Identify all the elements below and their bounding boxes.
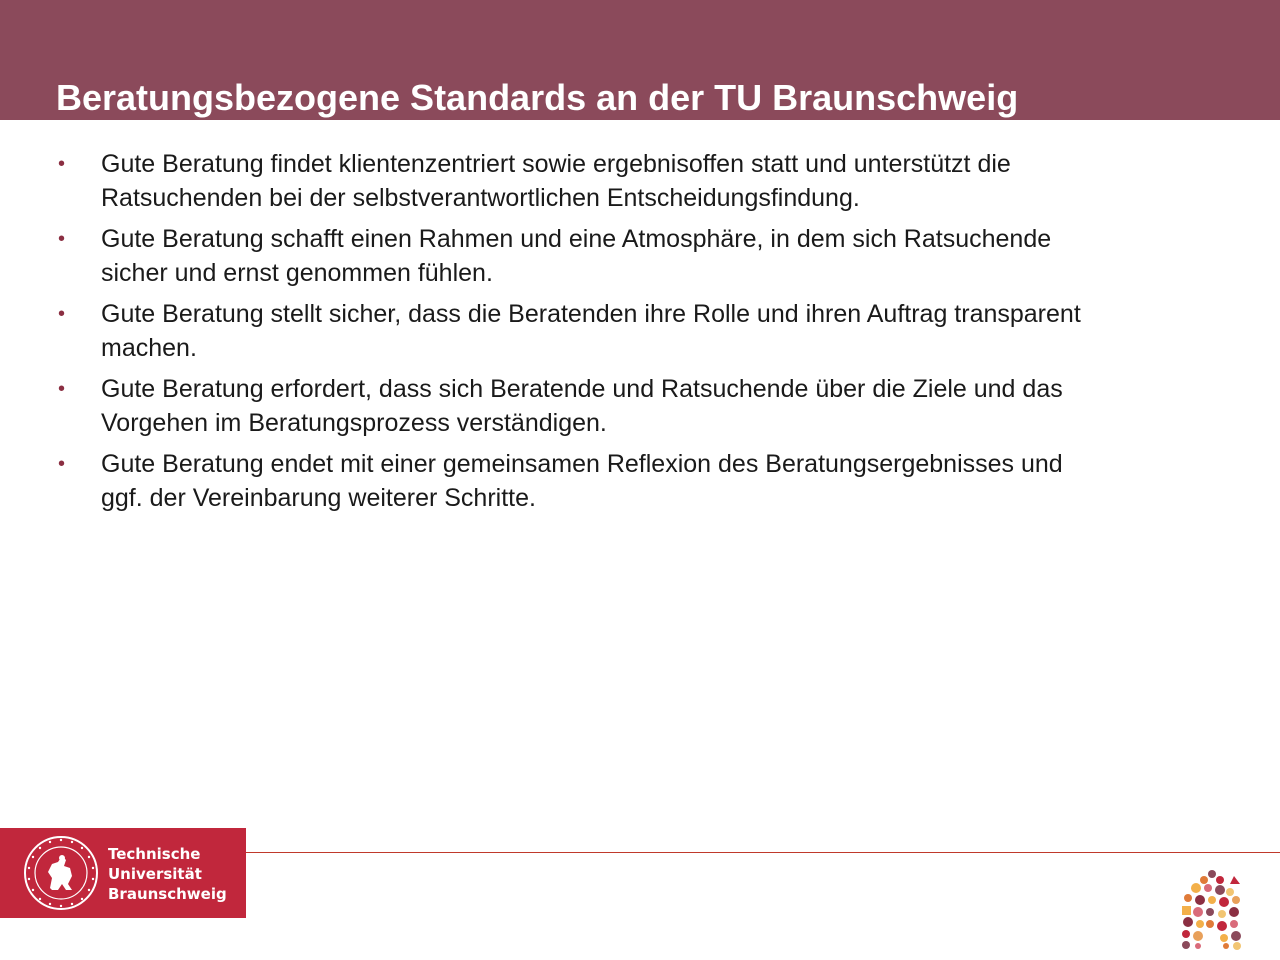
- bullet-text-line: Gute Beratung schafft einen Rahmen und eine Atmosphäre, in dem sich Ratsuchende: [101, 225, 1052, 253]
- logo-line: Technische: [108, 845, 201, 863]
- lion-seal-icon: [22, 834, 100, 912]
- bullet-icon: •: [58, 153, 66, 175]
- bullet-item: [58, 147, 1238, 215]
- bullet-item: [58, 222, 1238, 290]
- bullet-item: [58, 447, 1238, 515]
- bullet-text-line: sicher und ernst genommen fühlen.: [101, 259, 493, 287]
- bullet-icon: •: [58, 303, 66, 325]
- bullet-icon: •: [58, 453, 66, 475]
- university-logo: [0, 828, 246, 918]
- bullet-item: [58, 372, 1238, 440]
- bullet-text-line: Ratsuchenden bei der selbstverantwortlichen Entscheidungsfindung.: [101, 184, 860, 212]
- bullet-list: [58, 147, 1238, 515]
- bullet-icon: •: [58, 228, 66, 250]
- bullet-text-line: machen.: [101, 334, 197, 362]
- bullet-text-line: Gute Beratung stellt sicher, dass die Beratenden ihre Rolle und ihren Auftrag transparent: [101, 300, 1081, 328]
- bullet-item: [58, 297, 1238, 365]
- logo-wordmark: [108, 844, 227, 904]
- bullet-text-line: Gute Beratung findet klientenzentriert sowie ergebnisoffen statt und unterstützt die: [101, 150, 1011, 178]
- slide-content: [58, 147, 1238, 522]
- house-mosaic-icon: [1174, 866, 1250, 950]
- bullet-text-line: Vorgehen im Beratungsprozess verständigen.: [101, 409, 607, 437]
- title-bar: [0, 0, 1280, 120]
- logo-line: Universität: [108, 865, 202, 883]
- bullet-text-line: Gute Beratung endet mit einer gemeinsamen Reflexion des Beratungsergebnisses und: [101, 450, 1063, 478]
- slide-title: Beratungsbezogene Standards an der TU Braunschweig: [56, 77, 1019, 118]
- bullet-text-line: Gute Beratung erfordert, dass sich Beratende und Ratsuchende über die Ziele und das: [101, 375, 1063, 403]
- bullet-icon: •: [58, 378, 66, 400]
- bullet-text-line: ggf. der Vereinbarung weiterer Schritte.: [101, 484, 536, 512]
- logo-line: Braunschweig: [108, 885, 227, 903]
